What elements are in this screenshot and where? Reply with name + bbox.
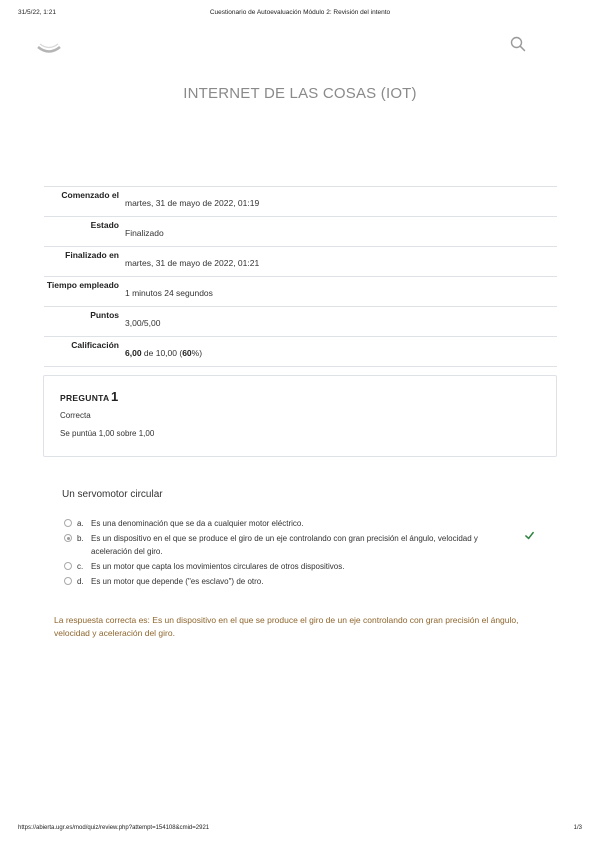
answer-letter: c.: [77, 562, 84, 571]
answer-letter: d.: [77, 577, 84, 586]
attempt-summary-table: [44, 186, 557, 367]
answer-option-d[interactable]: [64, 575, 524, 588]
search-icon[interactable]: [510, 36, 526, 52]
answer-text: Es un motor que depende ("es esclavo") de otro.: [91, 577, 264, 586]
summary-value: 3,00/5,00: [125, 318, 161, 328]
correct-answer-feedback: [44, 606, 557, 650]
summary-label: Finalizado en: [65, 250, 119, 260]
answer-text: Es una denominación que se da a cualquier motor eléctrico.: [91, 519, 304, 528]
summary-row-grade: [44, 337, 557, 367]
question-info-box: [43, 375, 557, 457]
print-page-number: 1/3: [573, 825, 582, 831]
summary-row-started: [44, 187, 557, 217]
feedback-text: La respuesta correcta es: Es un dispositivo en el que se produce el giro de un eje controlando con gran precisión el ángulo, velocidad y aceleración del giro.: [54, 615, 519, 638]
radio-button[interactable]: [64, 577, 72, 585]
summary-label: Puntos: [90, 310, 119, 320]
summary-label: Estado: [90, 220, 119, 230]
summary-row-state: [44, 217, 557, 247]
summary-row-marks: [44, 307, 557, 337]
question-number: 1: [111, 389, 119, 404]
grade-suffix: %): [191, 348, 203, 358]
question-label: PREGUNTA: [60, 393, 110, 403]
summary-value: Finalizado: [125, 228, 164, 238]
print-document-title: Cuestionario de Autoevaluación Módulo 2: Revisión del intento: [209, 9, 391, 16]
grade-value: [125, 348, 202, 358]
grade-percent: 60: [182, 348, 192, 358]
question-state: Correcta: [60, 411, 91, 420]
check-icon: [525, 531, 534, 540]
summary-row-time: [44, 277, 557, 307]
radio-button[interactable]: [64, 519, 72, 527]
summary-value: martes, 31 de mayo de 2022, 01:21: [125, 258, 260, 268]
summary-value: 1 minutos 24 segundos: [125, 288, 213, 298]
summary-row-finished: [44, 247, 557, 277]
summary-value: martes, 31 de mayo de 2022, 01:19: [125, 198, 260, 208]
answer-option-c[interactable]: [64, 560, 524, 573]
answer-option-b[interactable]: [64, 532, 524, 558]
grade-score: 6,00: [125, 348, 142, 358]
question-mark: Se puntúa 1,00 sobre 1,00: [60, 429, 155, 438]
answer-letter: a.: [77, 519, 84, 528]
answer-text: Es un dispositivo en el que se produce el giro de un eje controlando con gran precisión el ángulo, velocidad y aceleración del giro.: [91, 534, 478, 556]
question-text: Un servomotor circular: [62, 489, 163, 500]
summary-label: Calificación: [71, 340, 119, 350]
radio-button[interactable]: [64, 562, 72, 570]
print-url: https://abierta.ugr.es/mod/quiz/review.php?attempt=154108&cmid=2921: [18, 825, 210, 831]
summary-label: Comenzado el: [61, 190, 119, 200]
grade-middle: de 10,00 (: [141, 348, 183, 358]
answer-option-a[interactable]: [64, 517, 524, 530]
print-header: [0, 9, 600, 21]
answer-text: Es un motor que capta los movimientos circulares de otros dispositivos.: [91, 562, 345, 571]
radio-button-selected[interactable]: [64, 534, 72, 542]
print-footer: [0, 825, 600, 837]
print-date: 31/5/22, 1:21: [18, 9, 56, 16]
course-title: INTERNET DE LAS COSAS (IOT): [183, 85, 417, 102]
summary-label: Tiempo empleado: [46, 280, 119, 290]
answer-letter: b.: [77, 534, 84, 543]
course-logo-icon[interactable]: [36, 38, 62, 56]
